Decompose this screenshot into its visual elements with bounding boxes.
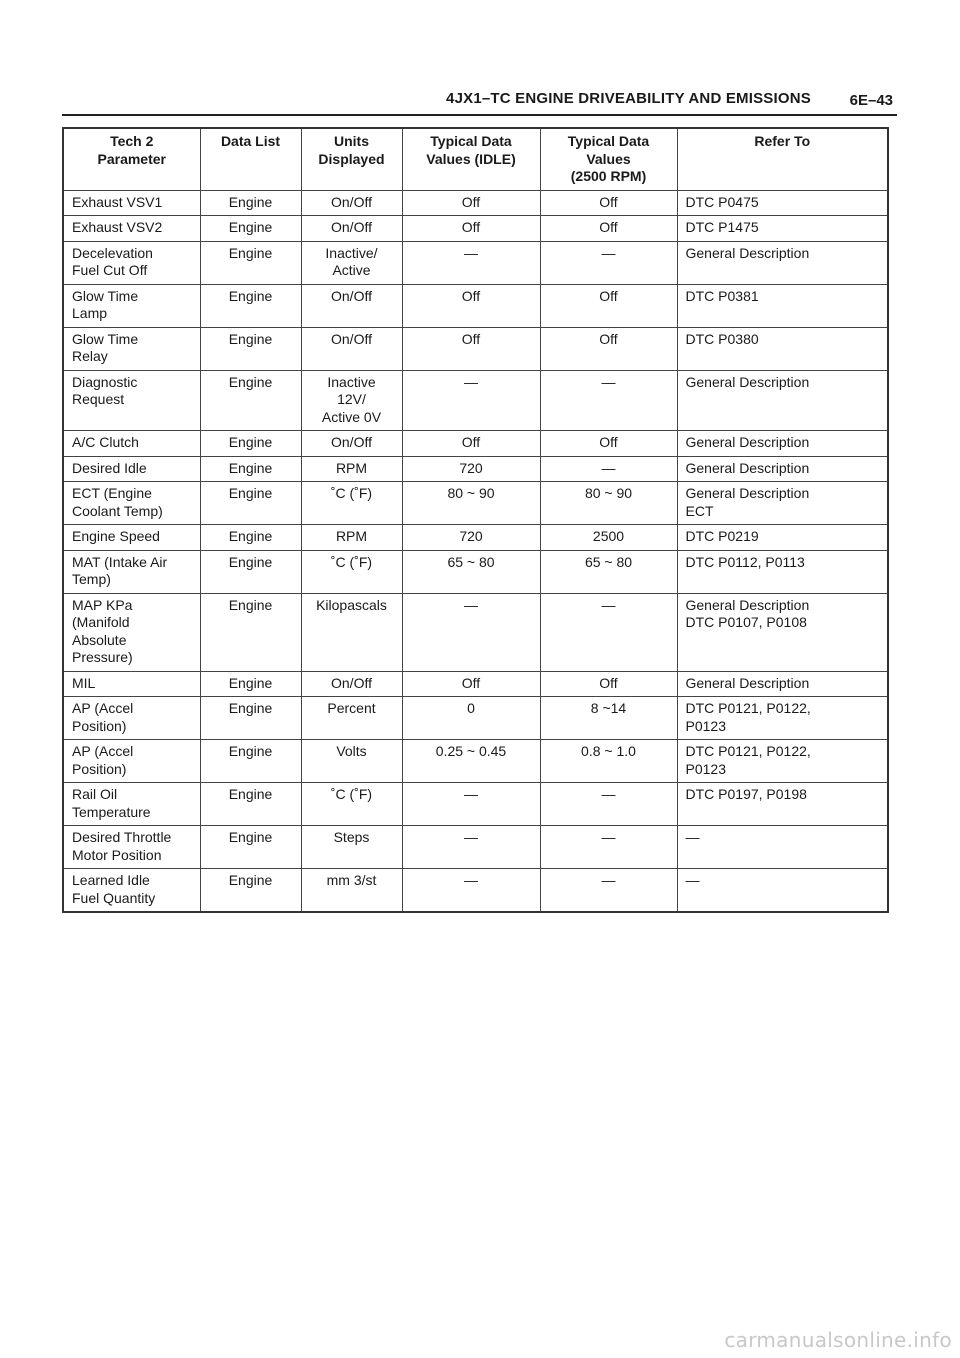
cell-refer-to: DTC P0381 — [677, 284, 888, 327]
cell-refer-to: General Description — [677, 456, 888, 482]
page-number: 6E–43 — [849, 92, 893, 109]
cell-data-list: Engine — [200, 190, 301, 216]
header-typical-2500: Typical Data Values (2500 RPM) — [540, 128, 677, 190]
cell-idle-value: Off — [402, 327, 540, 370]
table-row — [63, 697, 888, 740]
cell-data-list: Engine — [200, 826, 301, 869]
cell-idle-value: Off — [402, 216, 540, 242]
cell-idle-value: Off — [402, 431, 540, 457]
table-row — [63, 241, 888, 284]
cell-idle-value: Off — [402, 671, 540, 697]
cell-parameter: Exhaust VSV2 — [63, 216, 200, 242]
cell-idle-value: — — [402, 826, 540, 869]
page-header — [62, 88, 897, 116]
table-row — [63, 216, 888, 242]
table-row — [63, 740, 888, 783]
table-row — [63, 456, 888, 482]
cell-refer-to: DTC P0475 — [677, 190, 888, 216]
cell-2500-value: 65 ~ 80 — [540, 550, 677, 593]
cell-refer-to: — — [677, 826, 888, 869]
cell-parameter: Glow Time Lamp — [63, 284, 200, 327]
cell-units: RPM — [301, 525, 402, 551]
cell-data-list: Engine — [200, 697, 301, 740]
cell-parameter: Learned Idle Fuel Quantity — [63, 869, 200, 913]
cell-2500-value: — — [540, 370, 677, 431]
cell-parameter: A/C Clutch — [63, 431, 200, 457]
cell-units: ˚C (˚F) — [301, 783, 402, 826]
table-row — [63, 482, 888, 525]
cell-units: Steps — [301, 826, 402, 869]
cell-2500-value: — — [540, 869, 677, 913]
cell-parameter: Exhaust VSV1 — [63, 190, 200, 216]
tech2-parameter-table — [62, 127, 889, 913]
cell-refer-to: General Description ECT — [677, 482, 888, 525]
cell-data-list: Engine — [200, 550, 301, 593]
cell-parameter: Diagnostic Request — [63, 370, 200, 431]
cell-parameter: MAP KPa (Manifold Absolute Pressure) — [63, 593, 200, 671]
cell-parameter: Engine Speed — [63, 525, 200, 551]
cell-2500-value: 0.8 ~ 1.0 — [540, 740, 677, 783]
cell-units: mm 3/st — [301, 869, 402, 913]
cell-parameter: Desired Idle — [63, 456, 200, 482]
cell-2500-value: — — [540, 593, 677, 671]
cell-data-list: Engine — [200, 525, 301, 551]
cell-units: RPM — [301, 456, 402, 482]
table-row — [63, 783, 888, 826]
cell-2500-value: Off — [540, 327, 677, 370]
cell-data-list: Engine — [200, 284, 301, 327]
cell-data-list: Engine — [200, 370, 301, 431]
table-row — [63, 671, 888, 697]
cell-refer-to: DTC P0219 — [677, 525, 888, 551]
table-body — [63, 190, 888, 912]
cell-data-list: Engine — [200, 456, 301, 482]
cell-refer-to: General Description — [677, 671, 888, 697]
header-refer-to: Refer To — [677, 128, 888, 190]
cell-parameter: MIL — [63, 671, 200, 697]
table-row — [63, 190, 888, 216]
header-data-list: Data List — [200, 128, 301, 190]
cell-data-list: Engine — [200, 482, 301, 525]
table-row — [63, 550, 888, 593]
cell-data-list: Engine — [200, 431, 301, 457]
cell-units: On/Off — [301, 431, 402, 457]
cell-2500-value: Off — [540, 216, 677, 242]
cell-units: On/Off — [301, 671, 402, 697]
cell-units: Inactive/ Active — [301, 241, 402, 284]
cell-idle-value: 65 ~ 80 — [402, 550, 540, 593]
cell-refer-to: General Description — [677, 241, 888, 284]
cell-parameter: ECT (Engine Coolant Temp) — [63, 482, 200, 525]
table-row — [63, 869, 888, 913]
cell-2500-value: — — [540, 456, 677, 482]
cell-idle-value: — — [402, 869, 540, 913]
cell-data-list: Engine — [200, 869, 301, 913]
table-row — [63, 826, 888, 869]
cell-idle-value: 720 — [402, 456, 540, 482]
cell-parameter: AP (Accel Position) — [63, 697, 200, 740]
cell-refer-to: — — [677, 869, 888, 913]
table-row — [63, 370, 888, 431]
cell-parameter: Decelevation Fuel Cut Off — [63, 241, 200, 284]
cell-parameter: Glow Time Relay — [63, 327, 200, 370]
cell-units: On/Off — [301, 190, 402, 216]
cell-2500-value: Off — [540, 190, 677, 216]
cell-refer-to: General Description — [677, 431, 888, 457]
cell-refer-to: DTC P0121, P0122, P0123 — [677, 697, 888, 740]
cell-idle-value: — — [402, 370, 540, 431]
cell-idle-value: 0 — [402, 697, 540, 740]
cell-idle-value: 0.25 ~ 0.45 — [402, 740, 540, 783]
cell-idle-value: Off — [402, 284, 540, 327]
cell-parameter: Rail Oil Temperature — [63, 783, 200, 826]
cell-idle-value: — — [402, 241, 540, 284]
header-tech2-parameter: Tech 2 Parameter — [63, 128, 200, 190]
cell-2500-value: 8 ~14 — [540, 697, 677, 740]
cell-2500-value: Off — [540, 671, 677, 697]
cell-refer-to: DTC P0112, P0113 — [677, 550, 888, 593]
cell-idle-value: Off — [402, 190, 540, 216]
cell-2500-value: 80 ~ 90 — [540, 482, 677, 525]
cell-idle-value: 720 — [402, 525, 540, 551]
watermark: carmanualsonline.info — [724, 1328, 952, 1352]
cell-units: Kilopascals — [301, 593, 402, 671]
cell-data-list: Engine — [200, 671, 301, 697]
cell-parameter: Desired Throttle Motor Position — [63, 826, 200, 869]
cell-idle-value: — — [402, 783, 540, 826]
cell-refer-to: DTC P1475 — [677, 216, 888, 242]
cell-2500-value: Off — [540, 431, 677, 457]
header-typical-idle: Typical Data Values (IDLE) — [402, 128, 540, 190]
cell-parameter: MAT (Intake Air Temp) — [63, 550, 200, 593]
cell-units: Volts — [301, 740, 402, 783]
cell-data-list: Engine — [200, 593, 301, 671]
cell-data-list: Engine — [200, 216, 301, 242]
cell-refer-to: DTC P0121, P0122, P0123 — [677, 740, 888, 783]
table-header-row — [63, 128, 888, 190]
cell-units: ˚C (˚F) — [301, 550, 402, 593]
table-row — [63, 593, 888, 671]
cell-2500-value: — — [540, 241, 677, 284]
cell-refer-to: General Description — [677, 370, 888, 431]
cell-2500-value: 2500 — [540, 525, 677, 551]
cell-data-list: Engine — [200, 327, 301, 370]
cell-units: On/Off — [301, 284, 402, 327]
table-row — [63, 431, 888, 457]
cell-idle-value: 80 ~ 90 — [402, 482, 540, 525]
cell-refer-to: DTC P0197, P0198 — [677, 783, 888, 826]
cell-data-list: Engine — [200, 241, 301, 284]
cell-units: Percent — [301, 697, 402, 740]
table-row — [63, 284, 888, 327]
cell-data-list: Engine — [200, 740, 301, 783]
page-title: 4JX1–TC ENGINE DRIVEABILITY AND EMISSIONS — [446, 90, 811, 107]
cell-data-list: Engine — [200, 783, 301, 826]
table-row — [63, 327, 888, 370]
cell-refer-to: General Description DTC P0107, P0108 — [677, 593, 888, 671]
cell-2500-value: Off — [540, 284, 677, 327]
cell-idle-value: — — [402, 593, 540, 671]
cell-units: On/Off — [301, 216, 402, 242]
table-row — [63, 525, 888, 551]
cell-units: Inactive 12V/ Active 0V — [301, 370, 402, 431]
cell-units: On/Off — [301, 327, 402, 370]
cell-parameter: AP (Accel Position) — [63, 740, 200, 783]
cell-units: ˚C (˚F) — [301, 482, 402, 525]
header-units-displayed: Units Displayed — [301, 128, 402, 190]
cell-refer-to: DTC P0380 — [677, 327, 888, 370]
cell-2500-value: — — [540, 826, 677, 869]
cell-2500-value: — — [540, 783, 677, 826]
